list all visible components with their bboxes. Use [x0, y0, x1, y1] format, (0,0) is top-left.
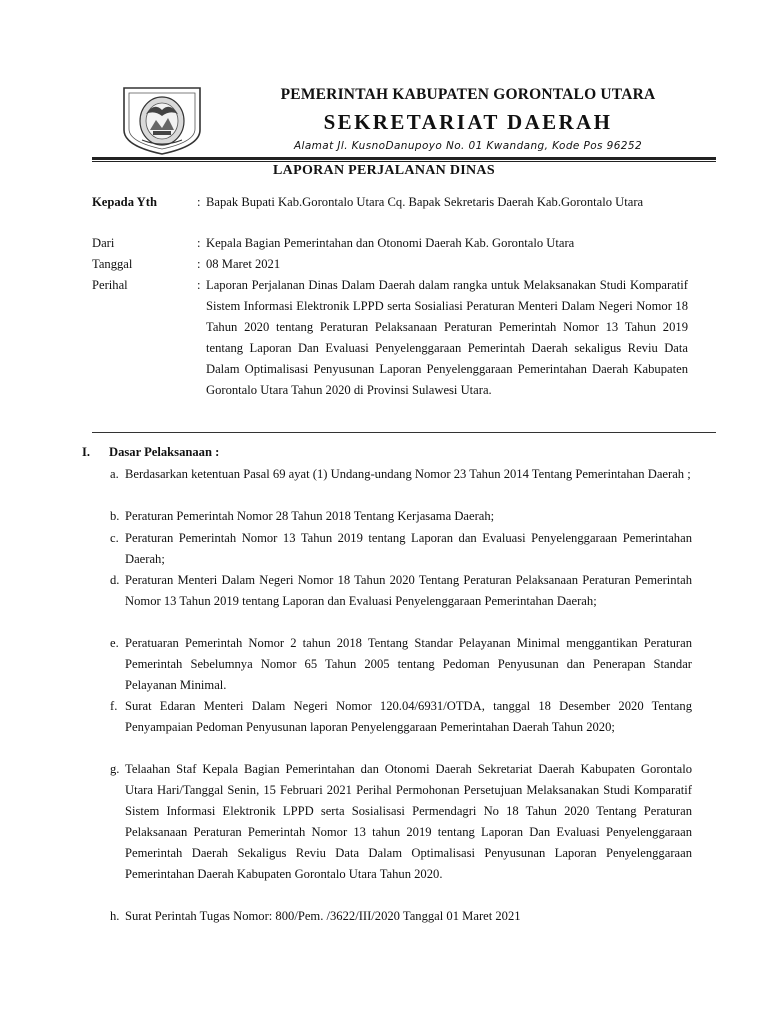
government-name: PEMERINTAH KABUPATEN GORONTALO UTARA: [280, 86, 656, 103]
field-label: Kepada Yth: [92, 195, 157, 209]
list-item: [92, 464, 692, 506]
list-item: [92, 528, 692, 570]
field-colon: :: [197, 257, 201, 271]
list-text: Surat Perintah Tugas Nomor: 800/Pem. /3622/III/2020 Tanggal 01 Maret 2021: [125, 909, 521, 923]
list-text: Surat Edaran Menteri Dalam Negeri Nomor 120.04/6931/OTDA, tanggal 18 Desember 2020 Tentang Penyampaian Pedoman Penyusunan laporan Penyelenggaraan Pemerintahan Daerah Tahun 2020;: [125, 699, 692, 734]
office-address: Alamat Jl. KusnoDanupoyo No. 01 Kwandang, Kode Pos 96252: [293, 140, 643, 152]
field-colon: :: [197, 195, 201, 209]
letterhead-rule-thin: [92, 161, 716, 162]
list-text: Peratuaran Pemerintah Nomor 2 tahun 2018 Tentang Standar Pelayanan Minimal menggantikan Peraturan Pemerintah Sebelumnya Nomor 65 Tahun 2005 tentang Pedoman Penyusunan dan Penerapan Standar Pelayanan Minimal.: [125, 636, 692, 692]
list-marker: g.: [110, 762, 120, 776]
field-colon: :: [197, 236, 201, 250]
list-item: [92, 906, 692, 927]
list-text: Berdasarkan ketentuan Pasal 69 ayat (1) Undang-undang Nomor 23 Tahun 2014 Tentang Pemerintahan Daerah ;: [125, 467, 691, 481]
list-item: [92, 759, 692, 906]
list-marker: e.: [110, 636, 119, 650]
letterhead-rule-thick: [92, 157, 716, 160]
list-marker: c.: [110, 531, 119, 545]
letterhead: [0, 0, 768, 160]
list-marker: d.: [110, 573, 120, 587]
field-dari: [92, 233, 716, 254]
field-label: Perihal: [92, 278, 128, 292]
document-title: LAPORAN PERJALANAN DINAS: [273, 163, 495, 178]
list-text: Peraturan Pemerintah Nomor 13 Tahun 2019 tentang Laporan dan Evaluasi Penyelenggaraan Pemerintahan Daerah;: [125, 531, 692, 566]
section-divider: [92, 432, 716, 433]
field-tanggal: [92, 254, 716, 275]
field-value: Laporan Perjalanan Dinas Dalam Daerah dalam rangka untuk Melaksanakan Studi Komparatif Sistem Informasi Elektronik LPPD serta Sosialiasi Peraturan Menteri Dalam Negeri Nomor 18 Tahun 2020 tentang Peraturan Pelaksanaan Peraturan Pemerintah Nomor 13 Tahun 2019 tentang Laporan Dan Evaluasi Penyelenggaraan Pemerintah Daerah sekaligus Reviu Data Dalam Optimalisasi Penyusunan Laporan Penyelenggaraan Pemerintahan Daerah Kabupaten Gorontalo Utara Tahun 2020 di Provinsi Sulawesi Utara.: [206, 278, 688, 397]
field-kepada: [92, 192, 716, 234]
list-marker: b.: [110, 509, 120, 523]
field-perihal: [92, 275, 716, 425]
list-item: [92, 570, 692, 633]
office-name: SEKRETARIAT DAERAH: [323, 110, 613, 134]
section-number: I.: [82, 445, 91, 459]
list-marker: h.: [110, 909, 120, 923]
field-value: Kepala Bagian Pemerintahan dan Otonomi Daerah Kab. Gorontalo Utara: [206, 236, 575, 250]
list-item: [92, 696, 692, 759]
field-value: Bapak Bupati Kab.Gorontalo Utara Cq. Bapak Sekretaris Daerah Kab.Gorontalo Utara: [206, 195, 644, 209]
regency-emblem-icon: [120, 84, 204, 156]
list-item: [92, 506, 692, 527]
list-text: Peraturan Pemerintah Nomor 28 Tahun 2018 Tentang Kerjasama Daerah;: [125, 509, 495, 523]
field-label: Tanggal: [92, 257, 133, 271]
list-text: Peraturan Menteri Dalam Negeri Nomor 18 Tahun 2020 Tentang Peraturan Pelaksanaan Peraturan Pemerintah Nomor 13 Tahun 2019 tentang Laporan dan Evaluasi Penyelenggaraan Pemerintahan Daerah;: [125, 573, 692, 608]
list-marker: f.: [110, 699, 118, 713]
field-colon: :: [197, 278, 201, 292]
field-label: Dari: [92, 236, 115, 250]
list-marker: a.: [110, 467, 119, 481]
field-value: 08 Maret 2021: [206, 257, 281, 271]
list-item: [92, 633, 692, 696]
section-title: Dasar Pelaksanaan :: [109, 445, 220, 459]
list-text: Telaahan Staf Kepala Bagian Pemerintahan dan Otonomi Daerah Sekretariat Daerah Kabupaten Gorontalo Utara Hari/Tanggal Senin, 15 Februari 2021 Perihal Permohonan Persetujuan Melaksanakan Studi Komparatif Sistem Informasi Elektronik LPPD serta Sosialisasi Permendagri No 18 Tahun 2020 Tentang Peraturan Pelaksanaan Peraturan Pemerintah Nomor 13 tahun 2019 tentang Laporan Dan Evaluasi Penyelenggaraan Pemerintah Daerah Sekaligus Reviu Data Dalam Optimalisasi Penyusunan Laporan Penyelenggaraan Pemerintahan Daerah Kabupaten Gorontalo Utara Tahun 2020.: [125, 762, 692, 881]
